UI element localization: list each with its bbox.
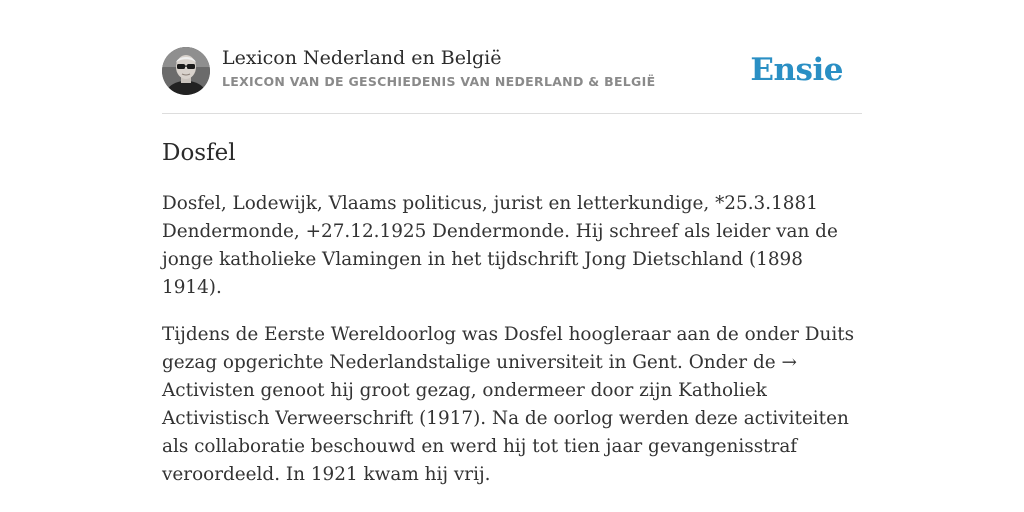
site-header (162, 46, 862, 96)
author-portrait-icon (162, 47, 210, 95)
article-paragraph: Tijdens de Eerste Wereldoorlog was Dosfel hoogleraar aan de onder Duits gezag opgerichte Nederlandstalige universiteit in Gent. Onder de → Activisten genoot hij groot gezag, ondermeer door zijn Katholiek Activistisch Verweerschrift (1917). Na de oorlog werden deze activiteiten als collaboratie beschouwd en werd hij tot tien jaar gevangenisstraf veroordeeld. In 1921 kwam hij vrij. (162, 324, 855, 485)
site-subtitle: LEXICON VAN DE GESCHIEDENIS VAN NEDERLAND & BELGIË (222, 74, 656, 89)
site-title[interactable]: Lexicon Nederland en België (222, 47, 502, 69)
article-paragraph: Dosfel, Lodewijk, Vlaams politicus, jurist en letterkundige, *25.3.1881 Dendermonde, +27.12.1925 Dendermonde. Hij schreef als leider van de jonge katholieke Vlamingen in het tijdschrift Jong Dietschland (1898 1914). (162, 193, 838, 298)
article-body (162, 190, 867, 508)
author-avatar[interactable] (162, 47, 210, 95)
ensie-logo[interactable]: Ensie (750, 52, 843, 88)
article-title: Dosfel (162, 140, 236, 166)
header-divider (162, 113, 862, 114)
article-card (162, 0, 862, 512)
site-titles (222, 46, 655, 90)
